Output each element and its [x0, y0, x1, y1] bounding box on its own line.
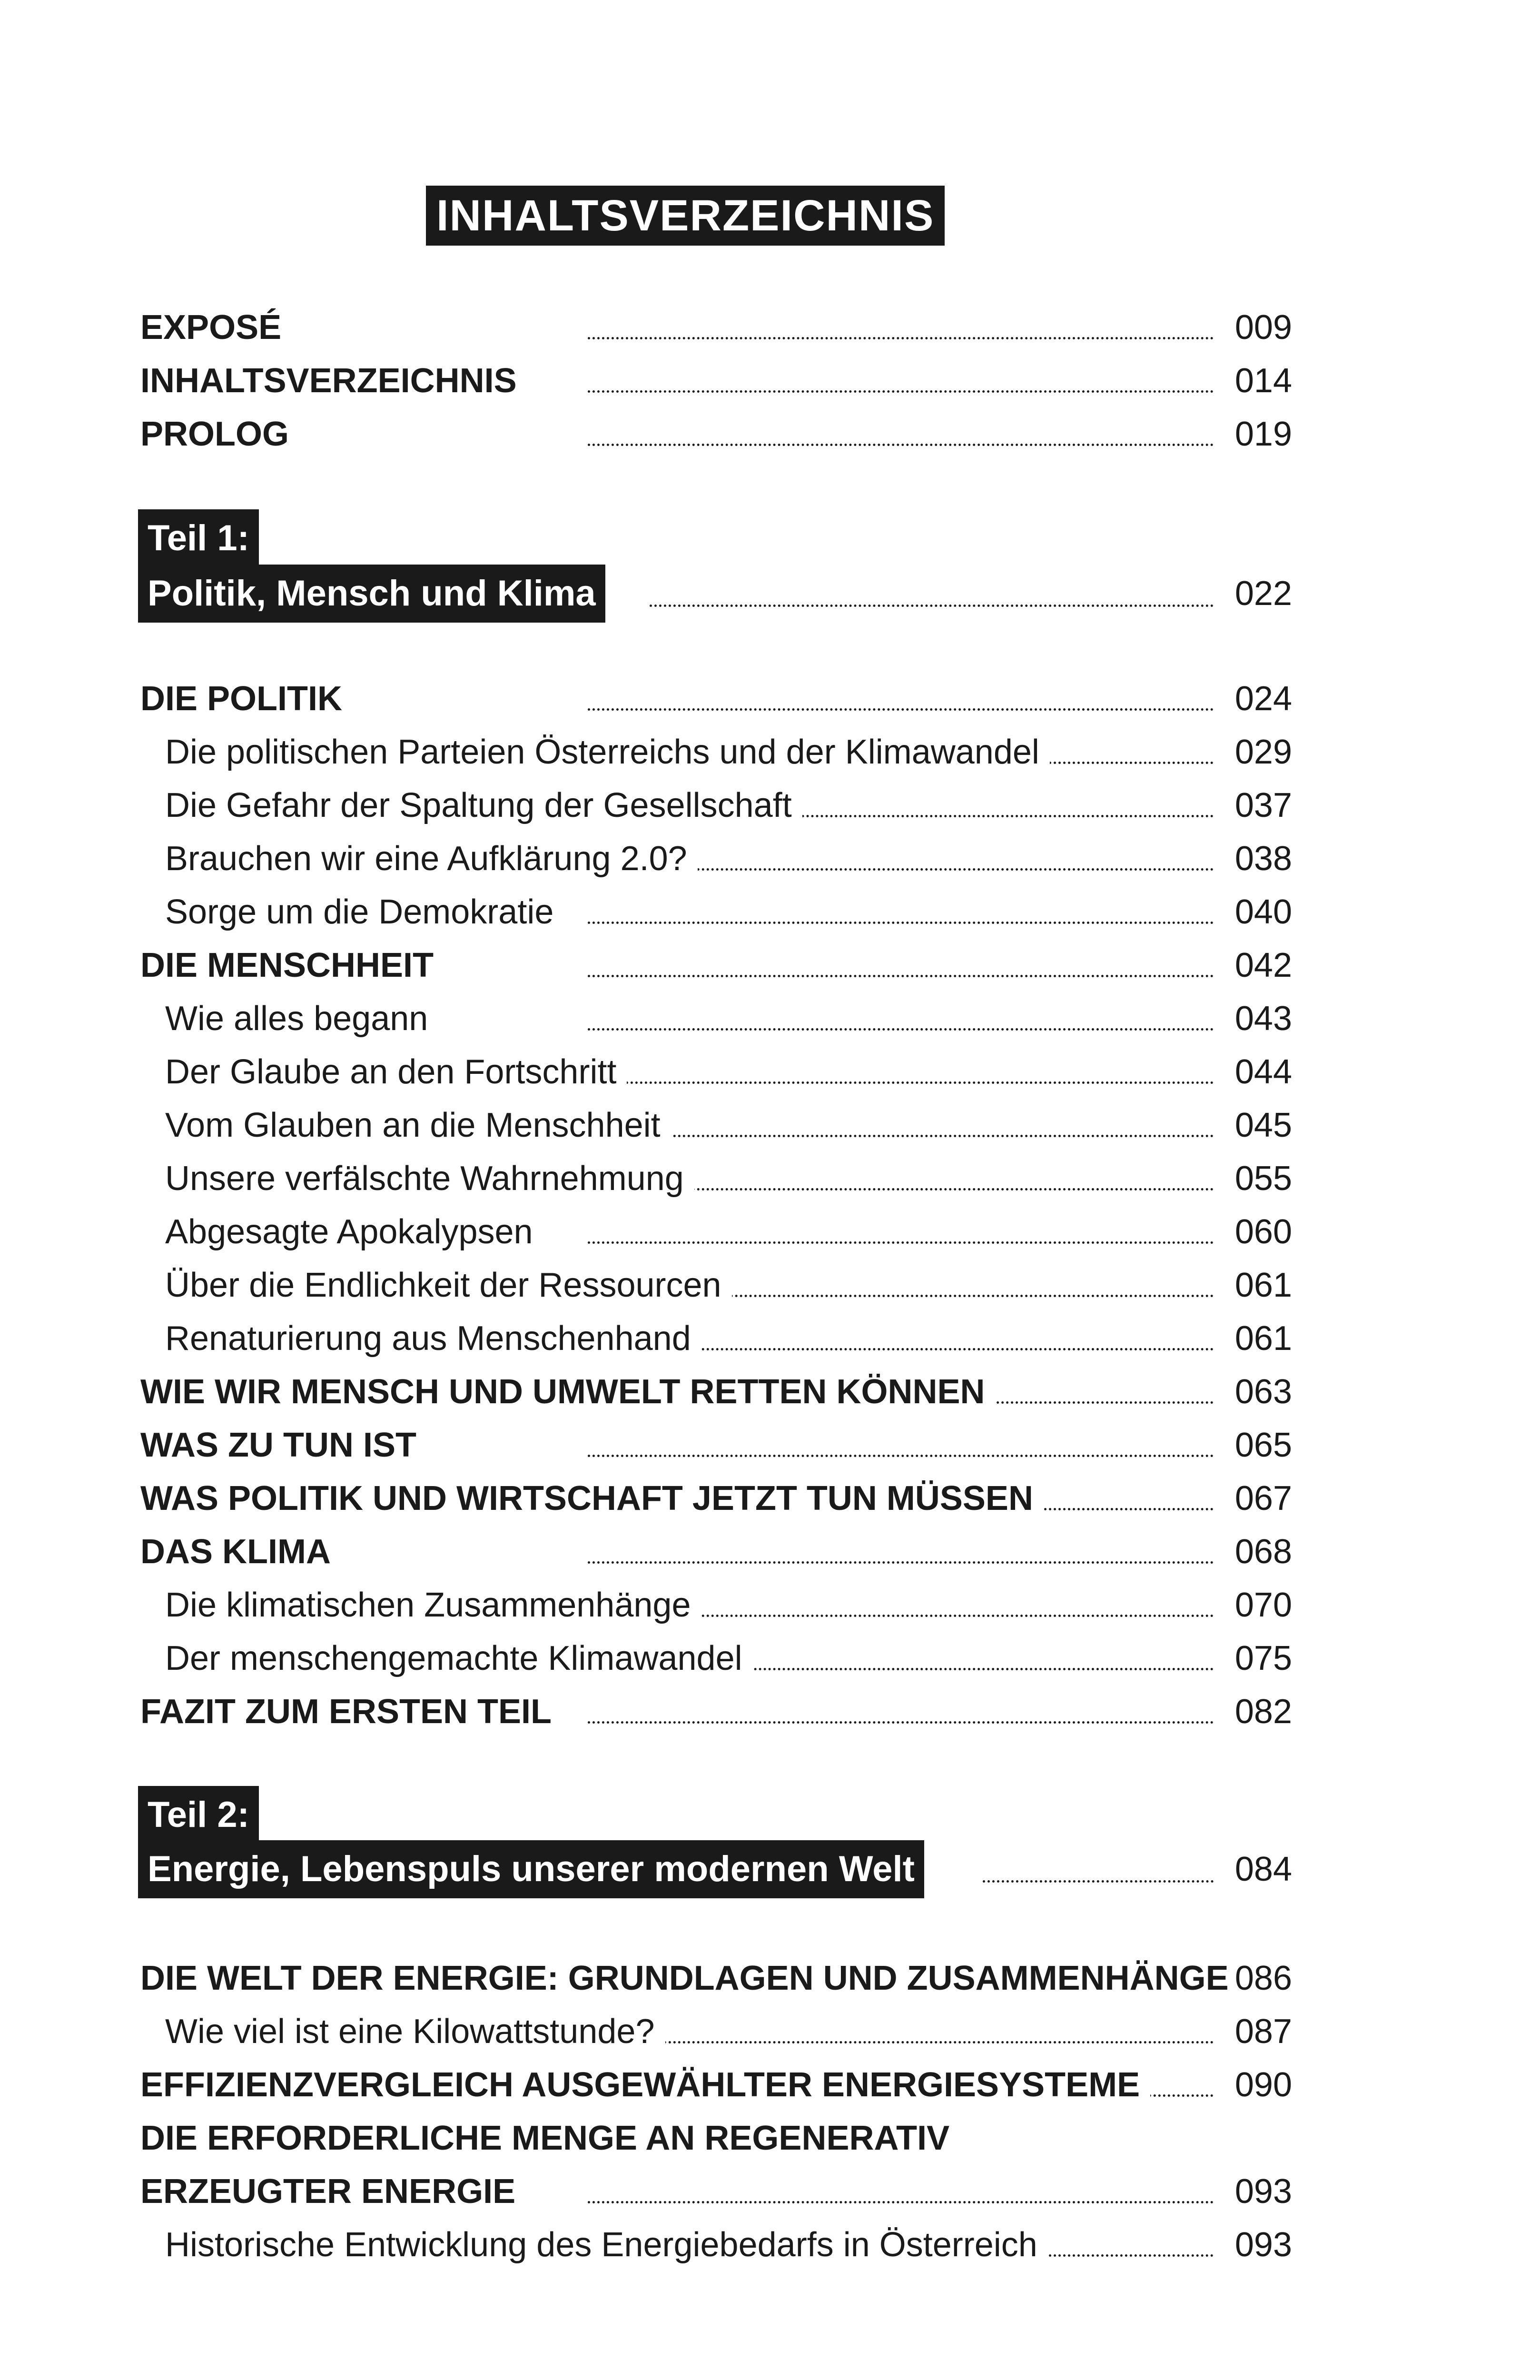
dot-leader: [588, 1241, 1214, 1244]
entry-page: 043: [1234, 1000, 1292, 1038]
entry-title: Der menschengemachte Klimawandel: [165, 1632, 753, 1685]
part-heading[interactable]: [140, 1840, 1292, 1898]
entry-page: 024: [1234, 680, 1292, 718]
entry-title: DIE ERFORDERLICHE MENGE AN REGENERATIV: [140, 2112, 960, 2165]
entry-title: Die politischen Parteien Österreichs und der Klimawandel: [165, 725, 1050, 779]
toc-title: INHALTSVERZEICHNIS: [426, 186, 945, 246]
toc-subentry[interactable]: [140, 885, 1292, 939]
toc-entry[interactable]: [140, 2165, 1292, 2218]
entry-page: 093: [1234, 2172, 1292, 2211]
dot-leader: [588, 2041, 1214, 2043]
toc-subentry[interactable]: [140, 1578, 1292, 1632]
entry-page: 068: [1234, 1533, 1292, 1571]
entry-title: Die klimatischen Zusammenhänge: [165, 1578, 701, 1632]
part-page: 022: [1234, 575, 1292, 613]
toc-entry[interactable]: [140, 1525, 1292, 1578]
entry-title: Abgesagte Apokalypsen: [165, 1205, 543, 1259]
entry-title: Renaturierung aus Menschenhand: [165, 1312, 701, 1365]
toc-subentry[interactable]: [140, 1312, 1292, 1365]
entry-page: 070: [1234, 1586, 1292, 1624]
entry-page: 090: [1234, 2066, 1292, 2104]
entry-title: WAS ZU TUN IST: [140, 1418, 427, 1472]
entry-page: 009: [1234, 308, 1292, 347]
entry-title: Wie viel ist eine Kilowattstunde?: [165, 2005, 665, 2058]
entry-page: 087: [1234, 2013, 1292, 2051]
dot-leader: [588, 975, 1214, 977]
entry-title: INHALTSVERZEICHNIS: [140, 354, 527, 407]
entry-title: Unsere verfälschte Wahrnehmung: [165, 1152, 694, 1205]
entry-title: Sorge um die Demokratie: [165, 885, 564, 939]
toc-entry[interactable]: [140, 939, 1292, 992]
toc-subentry[interactable]: [140, 2218, 1292, 2271]
part-label: Teil 2:: [138, 1786, 259, 1844]
entry-page: 029: [1234, 733, 1292, 771]
entry-page: 061: [1234, 1266, 1292, 1304]
dot-leader: [588, 1561, 1214, 1564]
entry-title: PROLOG: [140, 407, 299, 461]
toc-subentry[interactable]: [140, 725, 1292, 779]
dot-leader: [588, 1721, 1214, 1724]
toc-subentry[interactable]: [140, 1632, 1292, 1685]
toc-subentry[interactable]: [140, 832, 1292, 885]
part-title: Energie, Lebenspuls unserer modernen Welt: [138, 1840, 924, 1898]
toc-entry[interactable]: [140, 1952, 1292, 2005]
toc-subentry[interactable]: [140, 2005, 1292, 2058]
dot-leader: [588, 444, 1214, 446]
toc-entry[interactable]: [140, 1472, 1292, 1525]
toc-entry[interactable]: [140, 407, 1292, 461]
entry-title: Die Gefahr der Spaltung der Gesellschaft: [165, 779, 802, 832]
toc-subentry[interactable]: [140, 992, 1292, 1045]
entry-title: DIE WELT DER ENERGIE: GRUNDLAGEN UND ZUSAMMENHÄNGE: [140, 1952, 1239, 2005]
toc-subentry[interactable]: [140, 1205, 1292, 1259]
entry-title: WIE WIR MENSCH UND UMWELT RETTEN KÖNNEN: [140, 1365, 996, 1418]
entry-page: 055: [1234, 1160, 1292, 1198]
toc-entry[interactable]: [140, 301, 1292, 354]
entry-title: Über die Endlichkeit der Ressourcen: [165, 1259, 732, 1312]
toc-entry[interactable]: [140, 672, 1292, 725]
dot-leader: [588, 1081, 1214, 1084]
toc-subentry[interactable]: [140, 1152, 1292, 1205]
dot-leader: [650, 605, 1214, 607]
entry-title: FAZIT ZUM ERSTEN TEIL: [140, 1685, 562, 1738]
entry-page: 093: [1234, 2226, 1292, 2264]
dot-leader: [588, 1455, 1214, 1457]
entry-title: DAS KLIMA: [140, 1525, 341, 1578]
entry-title: EFFIZIENZVERGLEICH AUSGEWÄHLTER ENERGIESYSTEME: [140, 2058, 1150, 2112]
part-heading[interactable]: [140, 565, 1292, 623]
entry-page: 060: [1234, 1213, 1292, 1251]
dot-leader: [983, 1880, 1214, 1883]
dot-leader: [588, 1028, 1214, 1031]
dot-leader: [588, 922, 1214, 924]
entry-page: 042: [1234, 946, 1292, 984]
entry-page: 045: [1234, 1106, 1292, 1144]
entry-title: EXPOSÉ: [140, 301, 292, 354]
entry-page: 067: [1234, 1479, 1292, 1517]
toc-subentry[interactable]: [140, 1259, 1292, 1312]
entry-title: Brauchen wir eine Aufklärung 2.0?: [165, 832, 698, 885]
entry-page: 014: [1234, 362, 1292, 400]
entry-title: ERZEUGTER ENERGIE: [140, 2165, 526, 2218]
entry-page: 082: [1234, 1693, 1292, 1731]
dot-leader: [588, 337, 1214, 339]
dot-leader: [588, 2201, 1214, 2203]
entry-page: 038: [1234, 840, 1292, 878]
entry-page: 086: [1234, 1959, 1292, 1997]
entry-page: 061: [1234, 1319, 1292, 1358]
entry-title: Der Glaube an den Fortschritt: [165, 1045, 627, 1099]
part-title: Politik, Mensch und Klima: [138, 565, 605, 623]
entry-title: Wie alles begann: [165, 992, 438, 1045]
entry-page: 075: [1234, 1639, 1292, 1677]
dot-leader: [588, 708, 1214, 711]
toc-entry[interactable]: [140, 2058, 1292, 2112]
entry-page: 037: [1234, 786, 1292, 824]
dot-leader: [588, 390, 1214, 393]
entry-page: 063: [1234, 1373, 1292, 1411]
toc-entry[interactable]: [140, 1418, 1292, 1472]
part-page: 084: [1234, 1850, 1292, 1888]
toc-entry[interactable]: [140, 1365, 1292, 1418]
toc-subentry[interactable]: [140, 779, 1292, 832]
toc-subentry[interactable]: [140, 1099, 1292, 1152]
entry-page: 044: [1234, 1053, 1292, 1091]
dot-leader: [588, 1135, 1214, 1137]
entry-page: 065: [1234, 1426, 1292, 1464]
toc-entry[interactable]: [140, 1685, 1292, 1738]
toc-subentry[interactable]: [140, 1045, 1292, 1099]
entry-page: 019: [1234, 415, 1292, 453]
toc-entry[interactable]: [140, 354, 1292, 407]
entry-title: WAS POLITIK UND WIRTSCHAFT JETZT TUN MÜSSEN: [140, 1472, 1044, 1525]
entry-title: DIE POLITIK: [140, 672, 353, 725]
entry-title: DIE MENSCHHEIT: [140, 939, 444, 992]
entry-title: Vom Glauben an die Menschheit: [165, 1099, 671, 1152]
entry-title: Historische Entwicklung des Energiebedarfs in Österreich: [165, 2218, 1048, 2271]
entry-page: 040: [1234, 893, 1292, 931]
part-label: Teil 1:: [138, 509, 259, 567]
toc-entry-line1[interactable]: [140, 2112, 1292, 2165]
